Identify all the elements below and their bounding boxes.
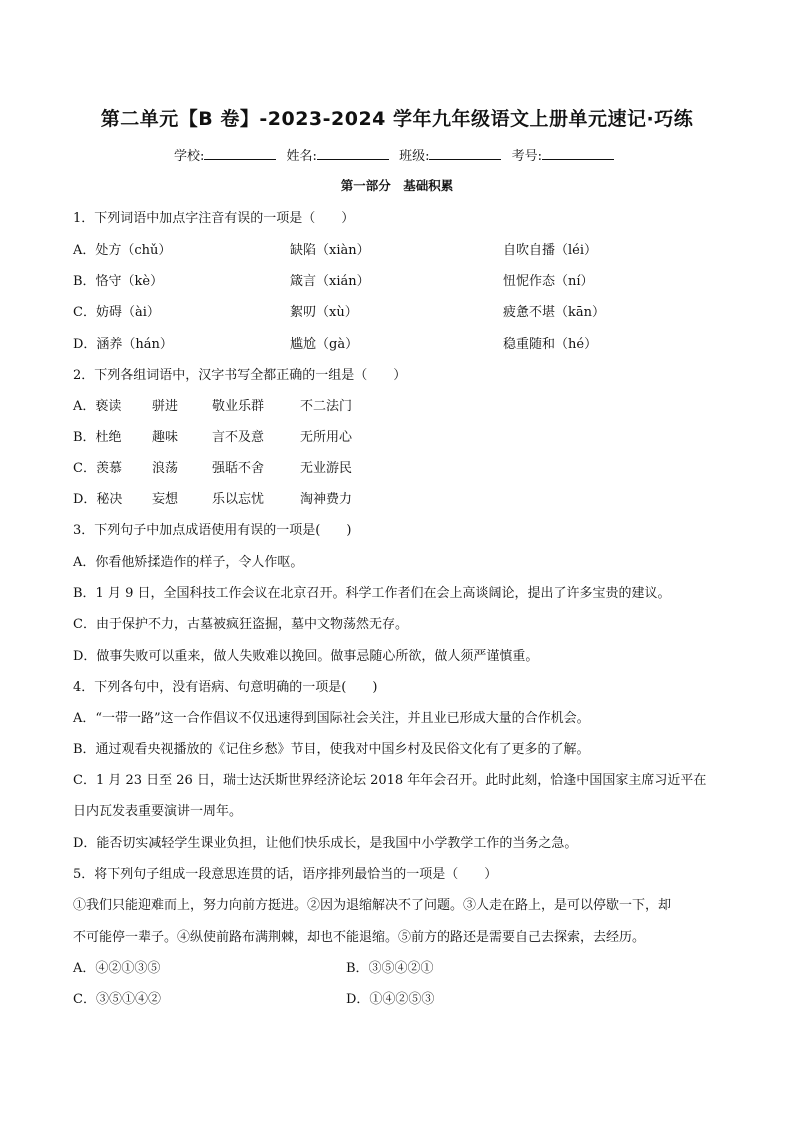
q1-option-c-1: C．妨碍（ài） xyxy=(73,305,160,320)
q1-option-d-3: 稳重随和（hé） xyxy=(503,337,598,352)
q1-option-a-2: 缺陷（xiàn） xyxy=(290,243,370,258)
section-title: 第一部分 基础积累 xyxy=(340,178,454,193)
q4-stem: 4．下列各句中，没有语病、句意明确的一项是( ) xyxy=(73,680,378,695)
q5-option-c: C．③⑤①④② xyxy=(73,992,161,1007)
q3-option-c: C．由于保护不力，古墓被疯狂盗掘，墓中文物荡然无存。 xyxy=(73,617,408,632)
q4-option-b: B．通过观看央视播放的《记住乡愁》节目，使我对中国乡村及民俗文化有了更多的了解。 xyxy=(73,742,590,757)
q2-b-1: B．杜绝 xyxy=(73,430,122,445)
q2-c-3: 强聒不舍 xyxy=(212,461,265,476)
class-blank[interactable] xyxy=(429,147,501,160)
q3-option-b: B．1 月 9 日，全国科技工作会议在北京召开。科学工作者们在会上高谈阔论，提出了许多宝贵的建议。 xyxy=(73,586,671,601)
q3-option-d: D．做事失败可以重来，做人失败难以挽回。做事忌随心所欲，做人须严谨慎重。 xyxy=(73,649,539,664)
q2-b-4: 无所用心 xyxy=(300,430,353,445)
q4-option-d: D．能否切实减轻学生课业负担，让他们快乐成长，是我国中小学教学工作的当务之急。 xyxy=(73,836,578,851)
q1-option-b-1: B．恪守（kè） xyxy=(73,274,164,289)
q3-stem: 3．下列句子中加点成语使用有误的一项是( ) xyxy=(73,523,352,538)
q2-c-4: 无业游民 xyxy=(300,461,353,476)
q4-option-c-cont: 日内瓦发表重要演讲一周年。 xyxy=(73,804,243,819)
q1-option-a-1: A．处方（chǔ） xyxy=(73,243,172,258)
q1-stem: 1．下列词语中加点字注音有误的一项是（ ） xyxy=(73,211,355,226)
q2-a-2: 骈进 xyxy=(152,399,179,414)
q2-b-2: 趣味 xyxy=(152,430,179,445)
q1-option-b-2: 箴言（xián） xyxy=(290,274,370,289)
q2-stem: 2．下列各组词语中，汉字书写全都正确的一组是（ ） xyxy=(73,368,407,383)
q1-option-b-3: 忸怩作态（ní） xyxy=(503,274,594,289)
q5-option-d: D．①④②⑤③ xyxy=(346,992,435,1007)
student-info-line xyxy=(0,145,794,164)
page-title: 第二单元【B 卷】-2023-2024 学年九年级语文上册单元速记·巧练 xyxy=(100,108,694,130)
q5-option-a: A．④②①③⑤ xyxy=(73,961,161,976)
q2-d-1: D．秘决 xyxy=(73,492,123,507)
number-blank[interactable] xyxy=(542,147,614,160)
q3-option-a: A．你看他矫揉造作的样子，令人作呕。 xyxy=(73,555,304,570)
q4-option-c: C．1 月 23 日至 26 日，瑞士达沃斯世界经济论坛 2018 年年会召开。此时此刻，恰逢中国国家主席习近平在 xyxy=(73,773,707,788)
name-label: 姓名: xyxy=(286,149,317,164)
q1-option-c-2: 絮叨（xù） xyxy=(290,305,358,320)
q5-passage-line-2: 不可能停一辈子。④纵使前路布满荆棘，却也不能退缩。⑤前方的路还是需要自己去探索，去经历。 xyxy=(73,930,646,945)
q2-a-1: A．亵读 xyxy=(73,399,122,414)
q1-option-d-2: 尴尬（gà） xyxy=(290,337,359,352)
q1-option-d-1: D．涵养（hán） xyxy=(73,337,173,352)
q1-option-c-3: 疲惫不堪（kān） xyxy=(503,305,606,320)
q2-c-1: C．羡慕 xyxy=(73,461,122,476)
q2-a-4: 不二法门 xyxy=(300,399,353,414)
q1-option-a-3: 自吹自播（léi） xyxy=(503,243,598,258)
q2-b-3: 言不及意 xyxy=(212,430,265,445)
class-label: 班级: xyxy=(399,149,430,164)
number-label: 考号: xyxy=(511,149,542,164)
q5-stem: 5．将下列句子组成一段意思连贯的话，语序排列最恰当的一项是（ ） xyxy=(73,867,498,882)
q2-c-2: 浪荡 xyxy=(152,461,179,476)
school-blank[interactable] xyxy=(204,147,276,160)
q2-a-3: 敬业乐群 xyxy=(212,399,265,414)
q5-passage-line-1: ①我们只能迎难而上，努力向前方挺进。②因为退缩解决不了问题。③人走在路上，是可以停歇一下，却 xyxy=(73,898,672,913)
school-label: 学校: xyxy=(174,149,205,164)
q5-option-b: B．③⑤④②① xyxy=(346,961,434,976)
q2-d-3: 乐以忘忧 xyxy=(212,492,265,507)
q4-option-a: A．“一带一路”这一合作倡议不仅迅速得到国际社会关注，并且业已形成大量的合作机会。 xyxy=(73,711,590,726)
name-blank[interactable] xyxy=(317,147,389,160)
q2-d-4: 淘神费力 xyxy=(300,492,353,507)
q2-d-2: 妄想 xyxy=(152,492,179,507)
